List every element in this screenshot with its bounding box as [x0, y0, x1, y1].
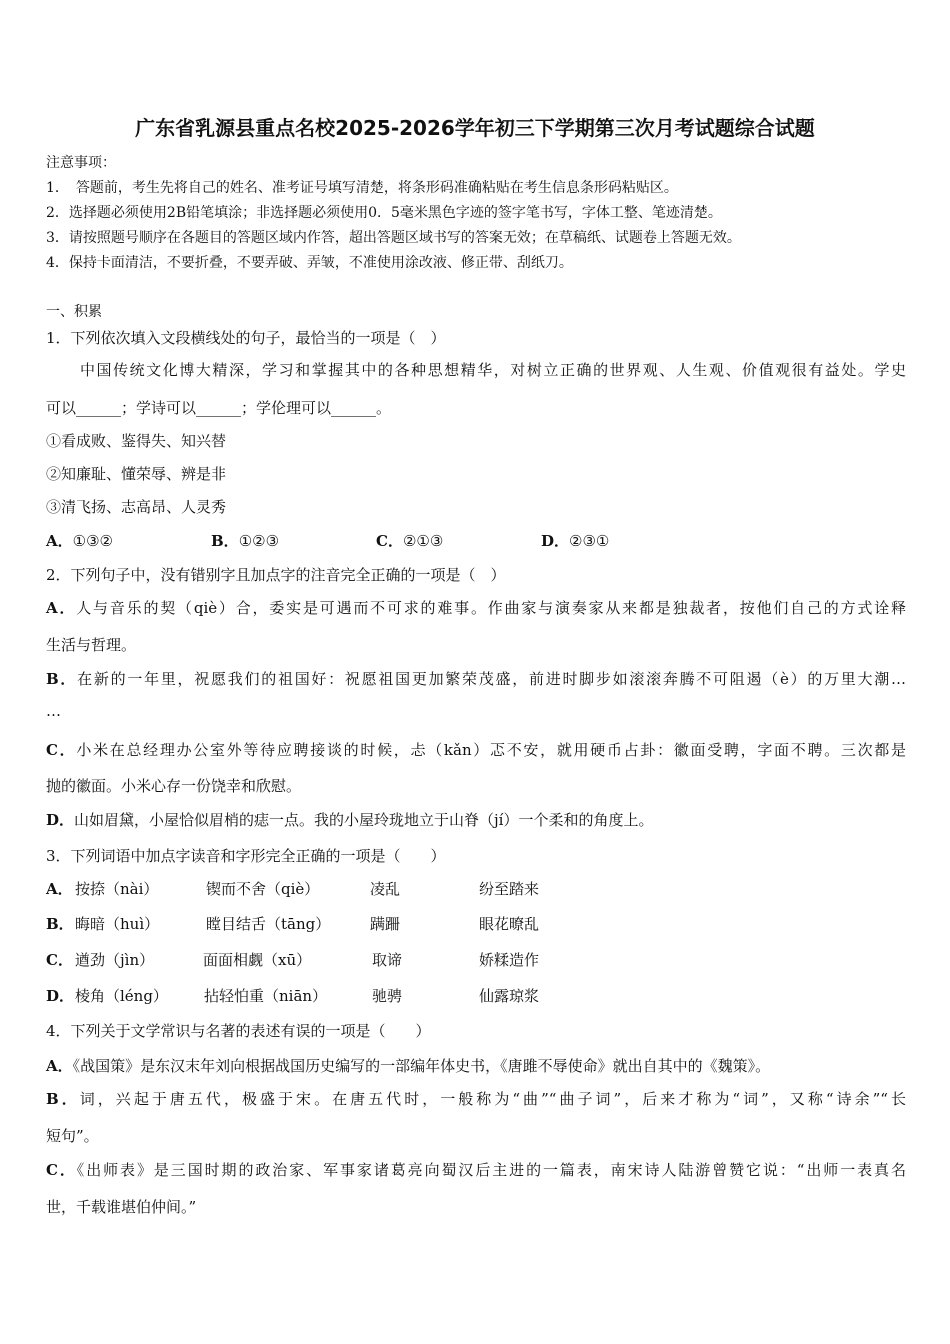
q3-cell: 蹒跚 — [370, 915, 401, 933]
q3-cell: 取谛 — [372, 951, 403, 969]
q2-option-a-line1: A．人与音乐的契（qiè）合，委实是可遇而不可求的难事。作曲家与演奏家从来都是独裁者，按他们自己的方式诠释 — [46, 599, 906, 617]
q2-option-b-line2: … — [46, 702, 61, 720]
q4-option-b-line1: B．词，兴起于唐五代，极盛于宋。在唐五代时，一般称为“曲”“曲子词”，后来才称为“词”，又称“诗余”“长 — [46, 1090, 906, 1108]
q1-passage-line2: 可以______；学诗可以______；学伦理可以______。 — [46, 399, 392, 417]
section-heading: 一、积累 — [46, 304, 102, 320]
q2-stem: 2．下列句子中，没有错别字且加点字的注音完全正确的一项是（ ） — [46, 566, 506, 584]
q4-option-a: A．《战国策》是东汉末年刘向根据战国历史编写的一部编年体史书，《唐雎不辱使命》就出自其中的《魏策》。 — [46, 1057, 771, 1075]
q2-option-d: D．山如眉黛，小屋恰似眉梢的痣一点。我的小屋玲珑地立于山脊（jí）一个柔和的角度上。 — [46, 811, 654, 829]
q3-row-letter: C． — [46, 951, 73, 969]
q1-option-d[interactable]: D．②③① — [541, 532, 610, 550]
notice-heading: 注意事项： — [46, 155, 116, 171]
q3-cell: 瞠目结舌（tāng） — [206, 915, 331, 933]
q2-option-c-line1: C．小米在总经理办公室外等待应聘接谈的时候，忐（kǎn）忑不安，就用硬币占卦：徽面受聘，字面不聘。三次都是 — [46, 741, 906, 759]
q3-cell: 娇糅造作 — [479, 951, 540, 969]
q3-row-letter: B． — [46, 915, 74, 933]
q1-passage-line1: 中国传统文化博大精深，学习和掌握其中的各种思想精华，对树立正确的世界观、人生观、价值观很有益处。学史 — [80, 361, 906, 379]
q3-cell: 棱角（léng） — [75, 987, 168, 1005]
q4-option-c-line2: 世，千载谁堪伯仲间。” — [46, 1198, 197, 1216]
q4-stem: 4．下列关于文学常识与名著的表述有误的一项是（ ） — [46, 1022, 431, 1040]
q3-cell: 拈轻怕重（niān） — [204, 987, 328, 1005]
q3-cell: 面面相觑（xū） — [203, 951, 312, 969]
q3-row-letter: D． — [46, 987, 75, 1005]
q3-cell: 晦暗（huì） — [75, 915, 160, 933]
q2-option-a-line2: 生活与哲理。 — [46, 636, 137, 654]
q1-stem: 1．下列依次填入文段横线处的句子，最恰当的一项是（ ） — [46, 329, 446, 347]
notice-item-3: 3．请按照题号顺序在各题目的答题区域内作答，超出答题区域书写的答案无效；在草稿纸、试题卷上答题无效。 — [46, 230, 741, 246]
q1-item-1: ①看成败、鉴得失、知兴替 — [46, 432, 227, 450]
q3-row-letter: A． — [46, 880, 73, 898]
q3-cell: 驰骋 — [372, 987, 403, 1005]
q2-option-b-line1: B．在新的一年里，祝愿我们的祖国好：祝愿祖国更加繁荣茂盛，前进时脚步如滚滚奔腾不可阻遏（è）的万里大潮… — [46, 670, 906, 688]
page-title: 广东省乳源县重点名校2025-2026学年初三下学期第三次月考试题综合试题 — [135, 116, 815, 140]
q1-option-a[interactable]: A．①③② — [46, 532, 113, 550]
q3-cell: 仙露琼浆 — [479, 987, 540, 1005]
q3-cell: 按捺（nài） — [75, 880, 159, 898]
q1-item-3: ③清飞扬、志高昂、人灵秀 — [46, 498, 227, 516]
notice-item-2: 2．选择题必须使用2B铅笔填涂；非选择题必须使用0．5毫米黑色字迹的签字笔书写，字体工整、笔迹清楚。 — [46, 205, 722, 221]
q1-option-c[interactable]: C．②①③ — [376, 532, 444, 550]
q3-cell: 眼花暸乱 — [479, 915, 540, 933]
q3-cell: 凌乱 — [370, 880, 401, 898]
q4-option-b-line2: 短句”。 — [46, 1127, 99, 1145]
q3-cell: 锲而不舍（qiè） — [206, 880, 320, 898]
q3-cell: 遒劲（jìn） — [75, 951, 155, 969]
notice-item-1: 1． 答题前，考生先将自己的姓名、准考证号填写清楚，将条形码准确粘贴在考生信息条形码粘贴区。 — [46, 180, 678, 196]
q1-item-2: ②知廉耻、懂荣辱、辨是非 — [46, 465, 227, 483]
q4-option-c-line1: C．《出师表》是三国时期的政治家、军事家诸葛亮向蜀汉后主进的一篇表，南宋诗人陆游曾赞它说：“出师一表真名 — [46, 1161, 906, 1179]
notice-item-4: 4．保持卡面清洁，不要折叠，不要弄破、弄皱，不准使用涂改液、修正带、刮纸刀。 — [46, 255, 573, 271]
q3-cell: 纷至踏来 — [479, 880, 540, 898]
q3-stem: 3．下列词语中加点字读音和字形完全正确的一项是（ ） — [46, 847, 446, 865]
q2-option-c-line2: 抛的徽面。小米心存一份饶幸和欣慰。 — [46, 777, 302, 795]
q1-option-b[interactable]: B．①②③ — [211, 532, 280, 550]
